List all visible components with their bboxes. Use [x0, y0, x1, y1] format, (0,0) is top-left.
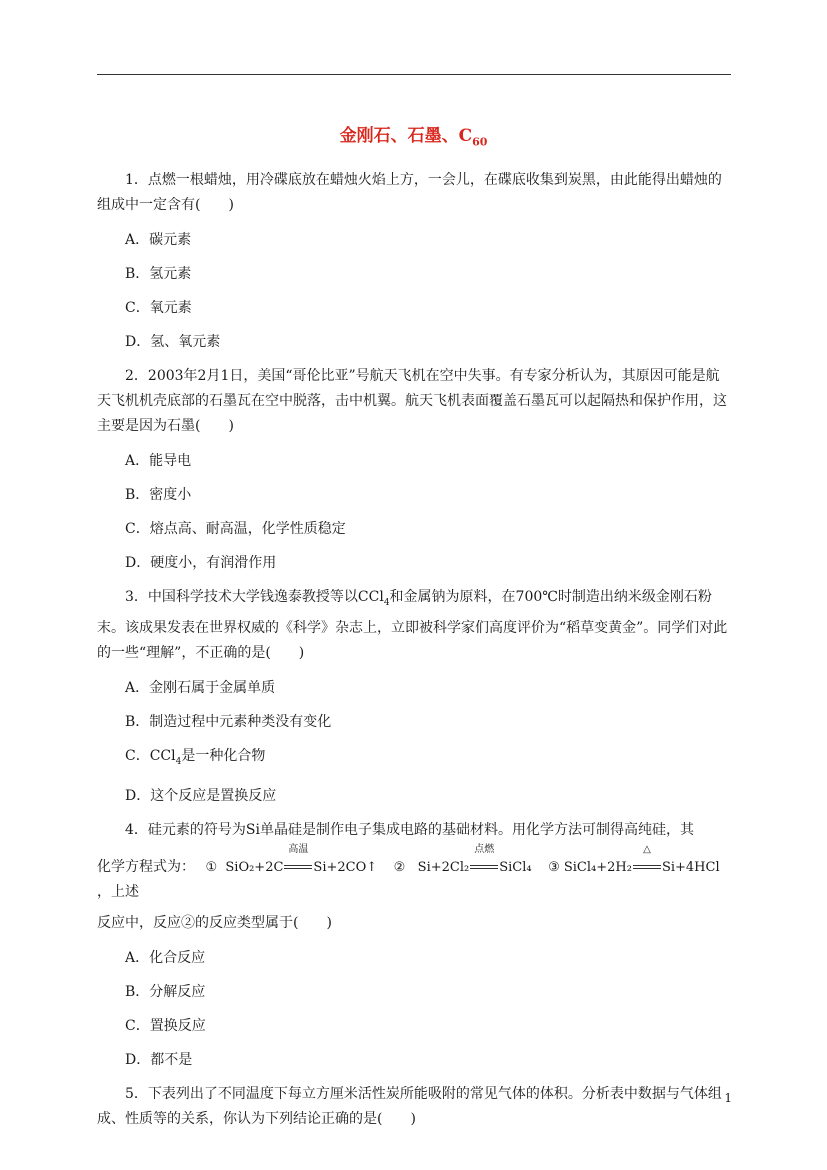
question-2-option-a: A．能导电: [125, 453, 192, 469]
question-4-option-c: C．置换反应: [125, 1017, 206, 1034]
question-3-option-b: B．制造过程中元素种类没有变化: [125, 713, 332, 730]
question-4-stem-end: 反应中，反应②的反应类型属于( ): [97, 914, 332, 931]
question-1-option-b: B．氢元素: [125, 266, 192, 282]
page-title: 金刚石、石墨、$C_{60}$: [339, 126, 488, 149]
header-rule: [97, 74, 731, 75]
equals-sign: [470, 865, 498, 869]
question-4-option-b: B．分解反应: [125, 983, 206, 1000]
condition-ignite: 点燃: [474, 843, 495, 855]
question-list: [97, 168, 733, 1142]
question-1-option-d: D．氢、氧元素: [125, 334, 221, 350]
question-4-option-a: A．化合反应: [125, 949, 206, 966]
question-5-stem: 5．下表列出了不同温度下每立方厘米活性炭所能吸附的常见气体的体积。分析表中数据与气体组成、性质等的关系，你认为下列结论正确的是( ): [97, 1085, 722, 1127]
equals-sign: [633, 865, 661, 869]
question-2-stem: 2．2003年2月1日，美国“哥伦比亚”号航天飞机在空中失事。有专家分析认为，其原因可能是航天飞机机壳底部的石墨瓦在空中脱落，击中机翼。航天飞机表面覆盖石墨瓦可以起隔热和保护作用，这主要是因为石墨( ): [97, 368, 727, 434]
question-3-option-c: C．CCl$_4$是一种化合物: [125, 747, 266, 767]
question-1-option-c: C．氧元素: [125, 300, 192, 316]
question-3-option-d: D．这个反应是置换反应: [125, 787, 277, 804]
title-subscript: 60: [472, 135, 488, 149]
question-4-option-d: D．都不是: [125, 1051, 193, 1068]
question-4-stem: 4．硅元素的符号为Si单晶硅是制作电子集成电路的基础材料。用化学方法可制得高纯硅，其: [125, 821, 694, 838]
question-1-option-a: A．碳元素: [125, 232, 192, 248]
page-number: 1: [724, 1091, 732, 1105]
equation-3: ③ SiCl₄+2H₂ △ Si+4HCl: [548, 843, 720, 875]
equation-2: ② Si+2Cl₂ 点燃 SiCl₄: [393, 843, 532, 875]
question-2-option-c: C．熔点高、耐高温，化学性质稳定: [125, 521, 346, 537]
question-2-option-d: D．硬度小，有润滑作用: [125, 555, 277, 571]
question-3-option-a: A．金刚石属于金属单质: [125, 679, 276, 696]
question-3-stem: 3．中国科学技术大学钱逸泰教授等以CCl$_4$和金属钠为原料，在700℃时制造出纳米级金刚石粉末。该成果发表在世界权威的《科学》杂志上，立即被科学家们高度评价为“稻草变黄金”。同学们对此的一些“理解”，不正确的是( ): [97, 589, 728, 661]
equation-1: ① SiO₂+2C 高温 Si+2CO↑: [205, 843, 378, 875]
heat-triangle-icon: △: [643, 843, 651, 855]
condition-high-temp: 高温: [288, 843, 309, 855]
question-4-equations: 化学方程式为： ① SiO₂+2C 高温 Si+2CO↑ ② Si+2Cl₂ 点燃 SiCl₄ ③ SiCl₄+2H₂ △ Si+4HCl，上述: [97, 843, 720, 900]
equals-sign: [284, 865, 312, 869]
question-2-option-b: B．密度小: [125, 487, 192, 503]
question-1-stem: 1．点燃一根蜡烛，用冷碟底放在蜡烛火焰上方，一会儿，在碟底收集到炭黑，由此能得出蜡烛的组成中一定含有( ): [97, 172, 722, 213]
